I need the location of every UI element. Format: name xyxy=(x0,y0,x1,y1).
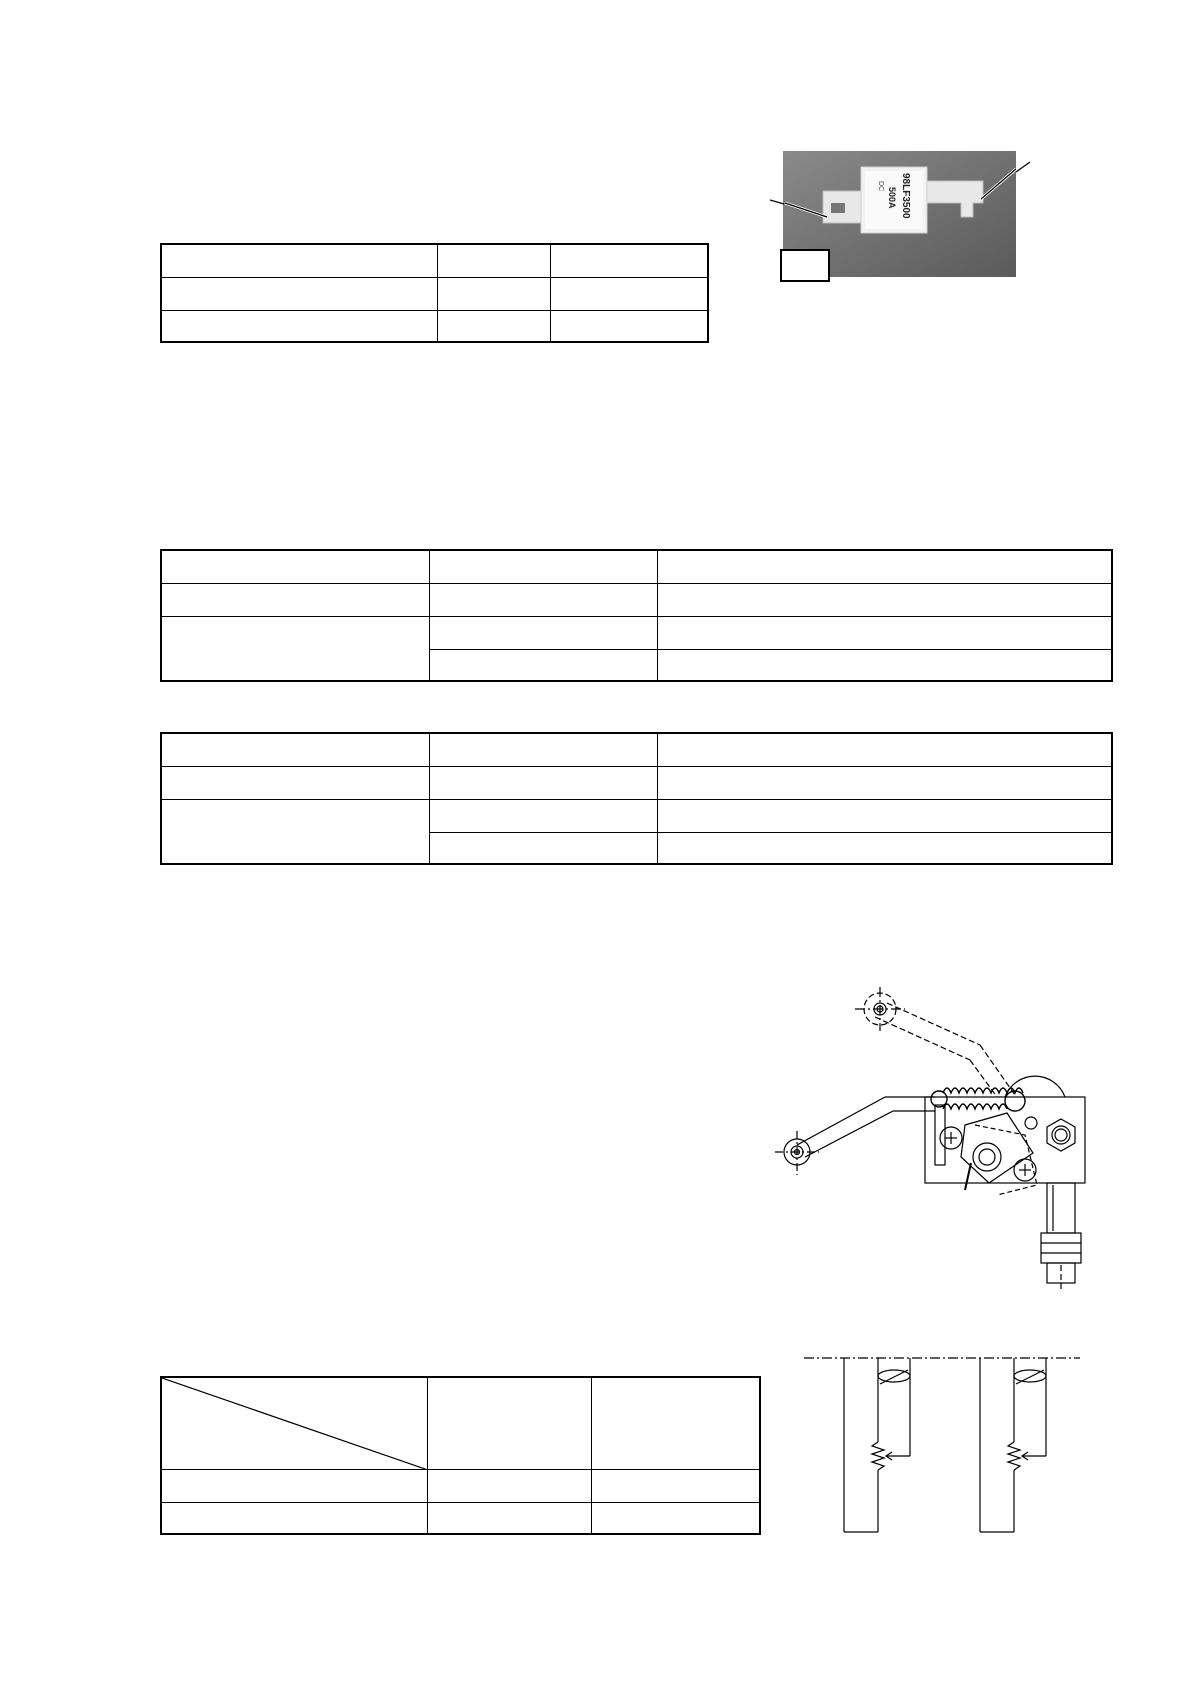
table-header-cell xyxy=(591,1377,760,1469)
fuse-marking-part: 98LF3500 xyxy=(900,173,911,219)
table-cell xyxy=(657,766,1112,799)
table-cell xyxy=(550,310,708,342)
lever-switch-drawing xyxy=(775,985,1105,1295)
table-row xyxy=(161,799,1112,832)
table-cell xyxy=(437,277,550,310)
table-cell xyxy=(429,550,657,583)
resistance-table xyxy=(160,1376,761,1535)
table-row xyxy=(161,310,708,342)
table-cell xyxy=(429,733,657,766)
lever-arm xyxy=(775,1097,935,1175)
table-cell xyxy=(161,244,437,277)
fuse-marking-rating: 500A xyxy=(887,187,897,209)
table-row xyxy=(161,583,1112,616)
table-cell xyxy=(429,649,657,681)
table-cell xyxy=(429,583,657,616)
table-row xyxy=(161,277,708,310)
table-row xyxy=(161,1502,760,1534)
table-cell xyxy=(657,616,1112,649)
table-cell xyxy=(550,244,708,277)
table-cell xyxy=(161,583,429,616)
leader-line-left xyxy=(770,180,790,220)
spec-table-a xyxy=(160,549,1113,682)
table-cell xyxy=(161,550,429,583)
fuse-marking-dc: DC xyxy=(877,181,884,192)
table-cell xyxy=(427,1469,591,1502)
table-cell xyxy=(550,277,708,310)
table-cell xyxy=(657,733,1112,766)
table-cell xyxy=(657,649,1112,681)
table-cell xyxy=(161,310,437,342)
table-header-row xyxy=(161,1377,760,1469)
diagonal-corner-cell xyxy=(161,1377,427,1469)
table-cell xyxy=(161,1469,427,1502)
table-row xyxy=(161,1469,760,1502)
table-cell xyxy=(427,1502,591,1534)
table-cell xyxy=(161,277,437,310)
table-header-cell xyxy=(427,1377,591,1469)
table-row xyxy=(161,244,708,277)
table-row xyxy=(161,616,1112,649)
table-cell xyxy=(657,583,1112,616)
table-cell xyxy=(437,244,550,277)
table-cell xyxy=(657,832,1112,864)
table-cell xyxy=(161,766,429,799)
fuse-spec-table xyxy=(160,243,709,343)
hex-nut xyxy=(1047,1119,1075,1151)
diagonal-line xyxy=(162,1378,428,1470)
table-cell xyxy=(437,310,550,342)
table-cell xyxy=(657,550,1112,583)
table-cell-merged xyxy=(161,799,429,864)
table-cell xyxy=(591,1502,760,1534)
leader-line-right xyxy=(1012,160,1042,180)
photo-label-badge xyxy=(780,249,830,282)
potentiometer-right xyxy=(980,1358,1046,1532)
potentiometer-left xyxy=(844,1358,910,1532)
potentiometer-schematic xyxy=(800,1350,1090,1540)
table-row xyxy=(161,550,1112,583)
table-cell xyxy=(429,616,657,649)
table-row xyxy=(161,733,1112,766)
terminal-stud xyxy=(1041,1183,1081,1291)
table-cell xyxy=(429,799,657,832)
table-cell xyxy=(161,1502,427,1534)
table-cell xyxy=(429,766,657,799)
table-cell xyxy=(657,799,1112,832)
table-cell xyxy=(161,733,429,766)
table-row xyxy=(161,766,1112,799)
table-cell xyxy=(429,832,657,864)
spec-table-b xyxy=(160,732,1113,865)
table-cell xyxy=(591,1469,760,1502)
table-cell-merged xyxy=(161,616,429,681)
